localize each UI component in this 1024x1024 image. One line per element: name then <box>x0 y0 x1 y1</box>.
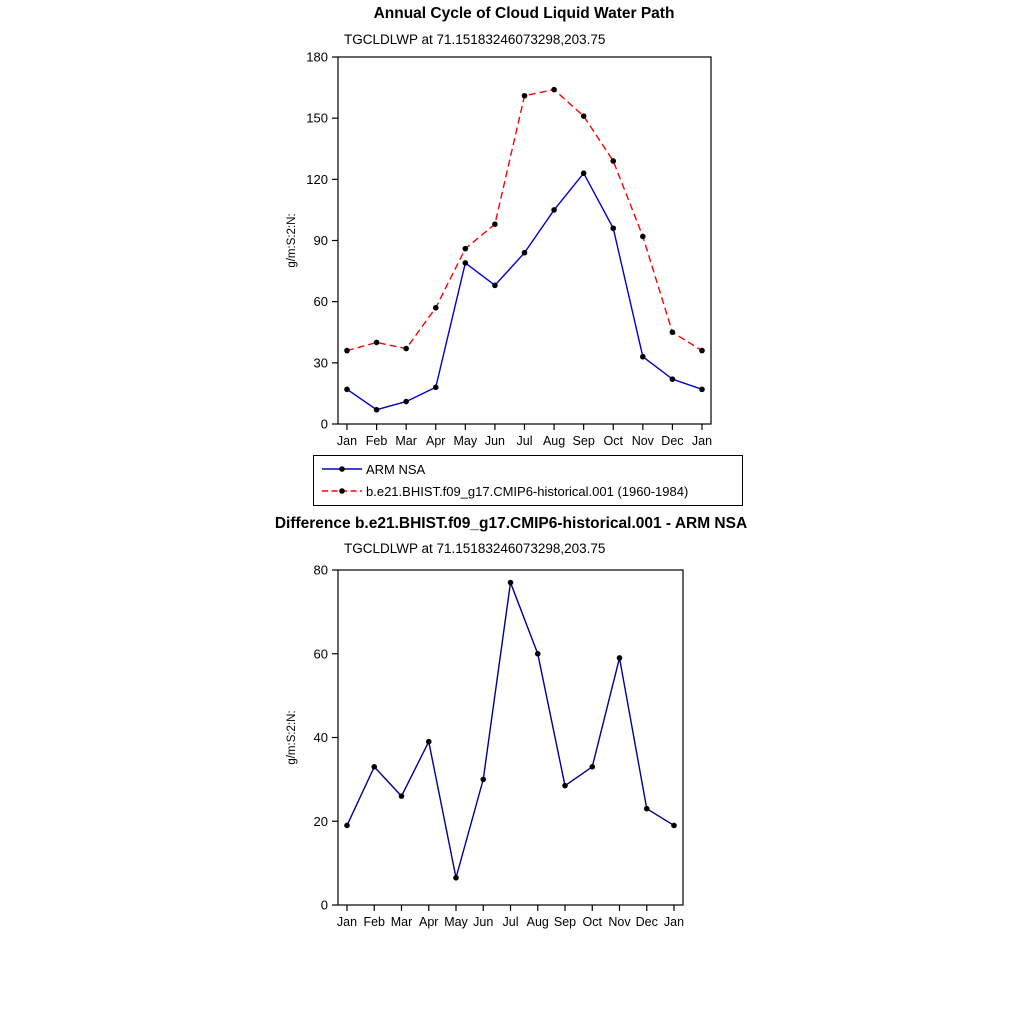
x-tick-label: Dec <box>661 434 684 448</box>
chart1-subtitle: TGCLDLWP at 71.15183246073298,203.75 <box>344 32 606 47</box>
x-tick-label: Sep <box>572 434 595 448</box>
y-tick-label: 60 <box>313 294 328 310</box>
x-tick-label: Jun <box>473 915 494 929</box>
marker-dot <box>480 777 486 783</box>
x-tick-label: Jan <box>336 915 358 929</box>
x-tick-label: Jul <box>502 915 519 929</box>
marker-dot <box>562 783 568 789</box>
marker-dot <box>508 580 514 586</box>
legend-sample-marker-dot <box>339 488 345 494</box>
y-tick-label: 90 <box>313 233 328 248</box>
plot-frame-1 <box>338 570 683 905</box>
marker-dot <box>551 87 557 93</box>
x-tick-label: Mar <box>390 915 413 929</box>
x-tick-label: Aug <box>542 434 566 448</box>
marker-dot <box>344 387 350 393</box>
marker-dot <box>670 329 676 335</box>
marker-dot <box>610 225 616 231</box>
y-tick-label: 30 <box>313 355 328 371</box>
x-tick-label: Feb <box>365 434 388 448</box>
legend-label-arm-nsa: ARM NSA <box>366 461 426 477</box>
legend-sample-marker-dot <box>339 466 345 472</box>
x-tick-label: May <box>453 434 478 448</box>
legend-box <box>313 455 743 506</box>
series-line-1-0 <box>347 583 674 878</box>
y-tick-label: 40 <box>313 730 328 745</box>
x-tick-label: Nov <box>631 434 654 448</box>
y-tick-label: 150 <box>306 110 328 126</box>
y-tick-label: 60 <box>313 646 328 662</box>
marker-dot <box>610 158 616 164</box>
x-tick-label: Oct <box>582 915 602 929</box>
marker-dot <box>403 346 409 352</box>
marker-dot <box>644 806 650 812</box>
marker-dot <box>463 260 469 266</box>
x-tick-label: Oct <box>603 434 623 448</box>
chart2-subtitle: TGCLDLWP at 71.15183246073298,203.75 <box>344 541 606 556</box>
marker-dot <box>463 246 469 252</box>
x-tick-label: Jan <box>663 915 685 929</box>
series-line-0-1 <box>347 90 702 351</box>
marker-dot <box>671 823 677 829</box>
marker-dot <box>492 283 498 289</box>
x-tick-label: Mar <box>395 434 417 448</box>
y-tick-label: 20 <box>313 813 328 829</box>
y-tick-label: 0 <box>320 416 328 432</box>
marker-dot <box>640 354 646 360</box>
marker-dot <box>699 348 705 354</box>
marker-dot <box>433 305 439 311</box>
y-axis-label: g/m:S:2:N: <box>286 213 298 268</box>
y-tick-label: 0 <box>320 897 328 913</box>
marker-dot <box>344 348 350 354</box>
y-tick-label: 120 <box>306 171 328 187</box>
marker-dot <box>617 655 623 661</box>
y-tick-label: 80 <box>313 562 328 578</box>
marker-dot <box>535 651 541 657</box>
x-tick-label: Apr <box>426 434 446 448</box>
marker-dot <box>581 170 587 176</box>
chart1-title: Annual Cycle of Cloud Liquid Water Path <box>373 5 675 22</box>
x-tick-label: Nov <box>608 915 631 929</box>
x-tick-label: Jan <box>691 434 713 448</box>
marker-dot <box>374 340 380 346</box>
x-tick-label: Apr <box>419 915 439 929</box>
marker-dot <box>492 221 498 227</box>
marker-dot <box>344 823 350 829</box>
x-tick-label: Feb <box>363 915 386 929</box>
x-tick-label: Jun <box>484 434 505 448</box>
marker-dot <box>551 207 557 213</box>
marker-dot <box>522 93 528 99</box>
marker-dot <box>699 387 705 393</box>
plot-frame-0 <box>338 57 711 424</box>
marker-dot <box>403 399 409 405</box>
marker-dot <box>426 739 432 745</box>
marker-dot <box>374 407 380 413</box>
chart2-title: Difference b.e21.BHIST.f09_g17.CMIP6-historical.001 - ARM NSA <box>274 515 748 532</box>
marker-dot <box>453 875 459 881</box>
marker-dot <box>371 764 377 770</box>
marker-dot <box>670 376 676 382</box>
x-tick-label: Aug <box>526 915 549 929</box>
marker-dot <box>640 234 646 240</box>
marker-dot <box>399 793 405 799</box>
legend-line-sample-icon <box>321 484 363 498</box>
marker-dot <box>589 764 595 770</box>
marker-dot <box>522 250 528 256</box>
x-tick-label: May <box>444 915 468 929</box>
marker-dot <box>581 113 587 119</box>
legend-item-model <box>314 480 742 502</box>
legend-item-arm-nsa <box>314 458 742 480</box>
y-tick-label: 180 <box>306 49 328 65</box>
x-tick-label: Jan <box>336 434 358 448</box>
marker-dot <box>433 385 439 391</box>
legend-line-sample-icon <box>321 462 363 476</box>
x-tick-label: Sep <box>553 915 577 929</box>
x-tick-label: Jul <box>516 434 533 448</box>
y-axis-label: g/m:S:2:N: <box>286 710 298 765</box>
series-line-0-0 <box>347 173 702 410</box>
x-tick-label: Dec <box>635 915 658 929</box>
legend-label-model: b.e21.BHIST.f09_g17.CMIP6-historical.001 (1960-1984) <box>366 483 689 499</box>
